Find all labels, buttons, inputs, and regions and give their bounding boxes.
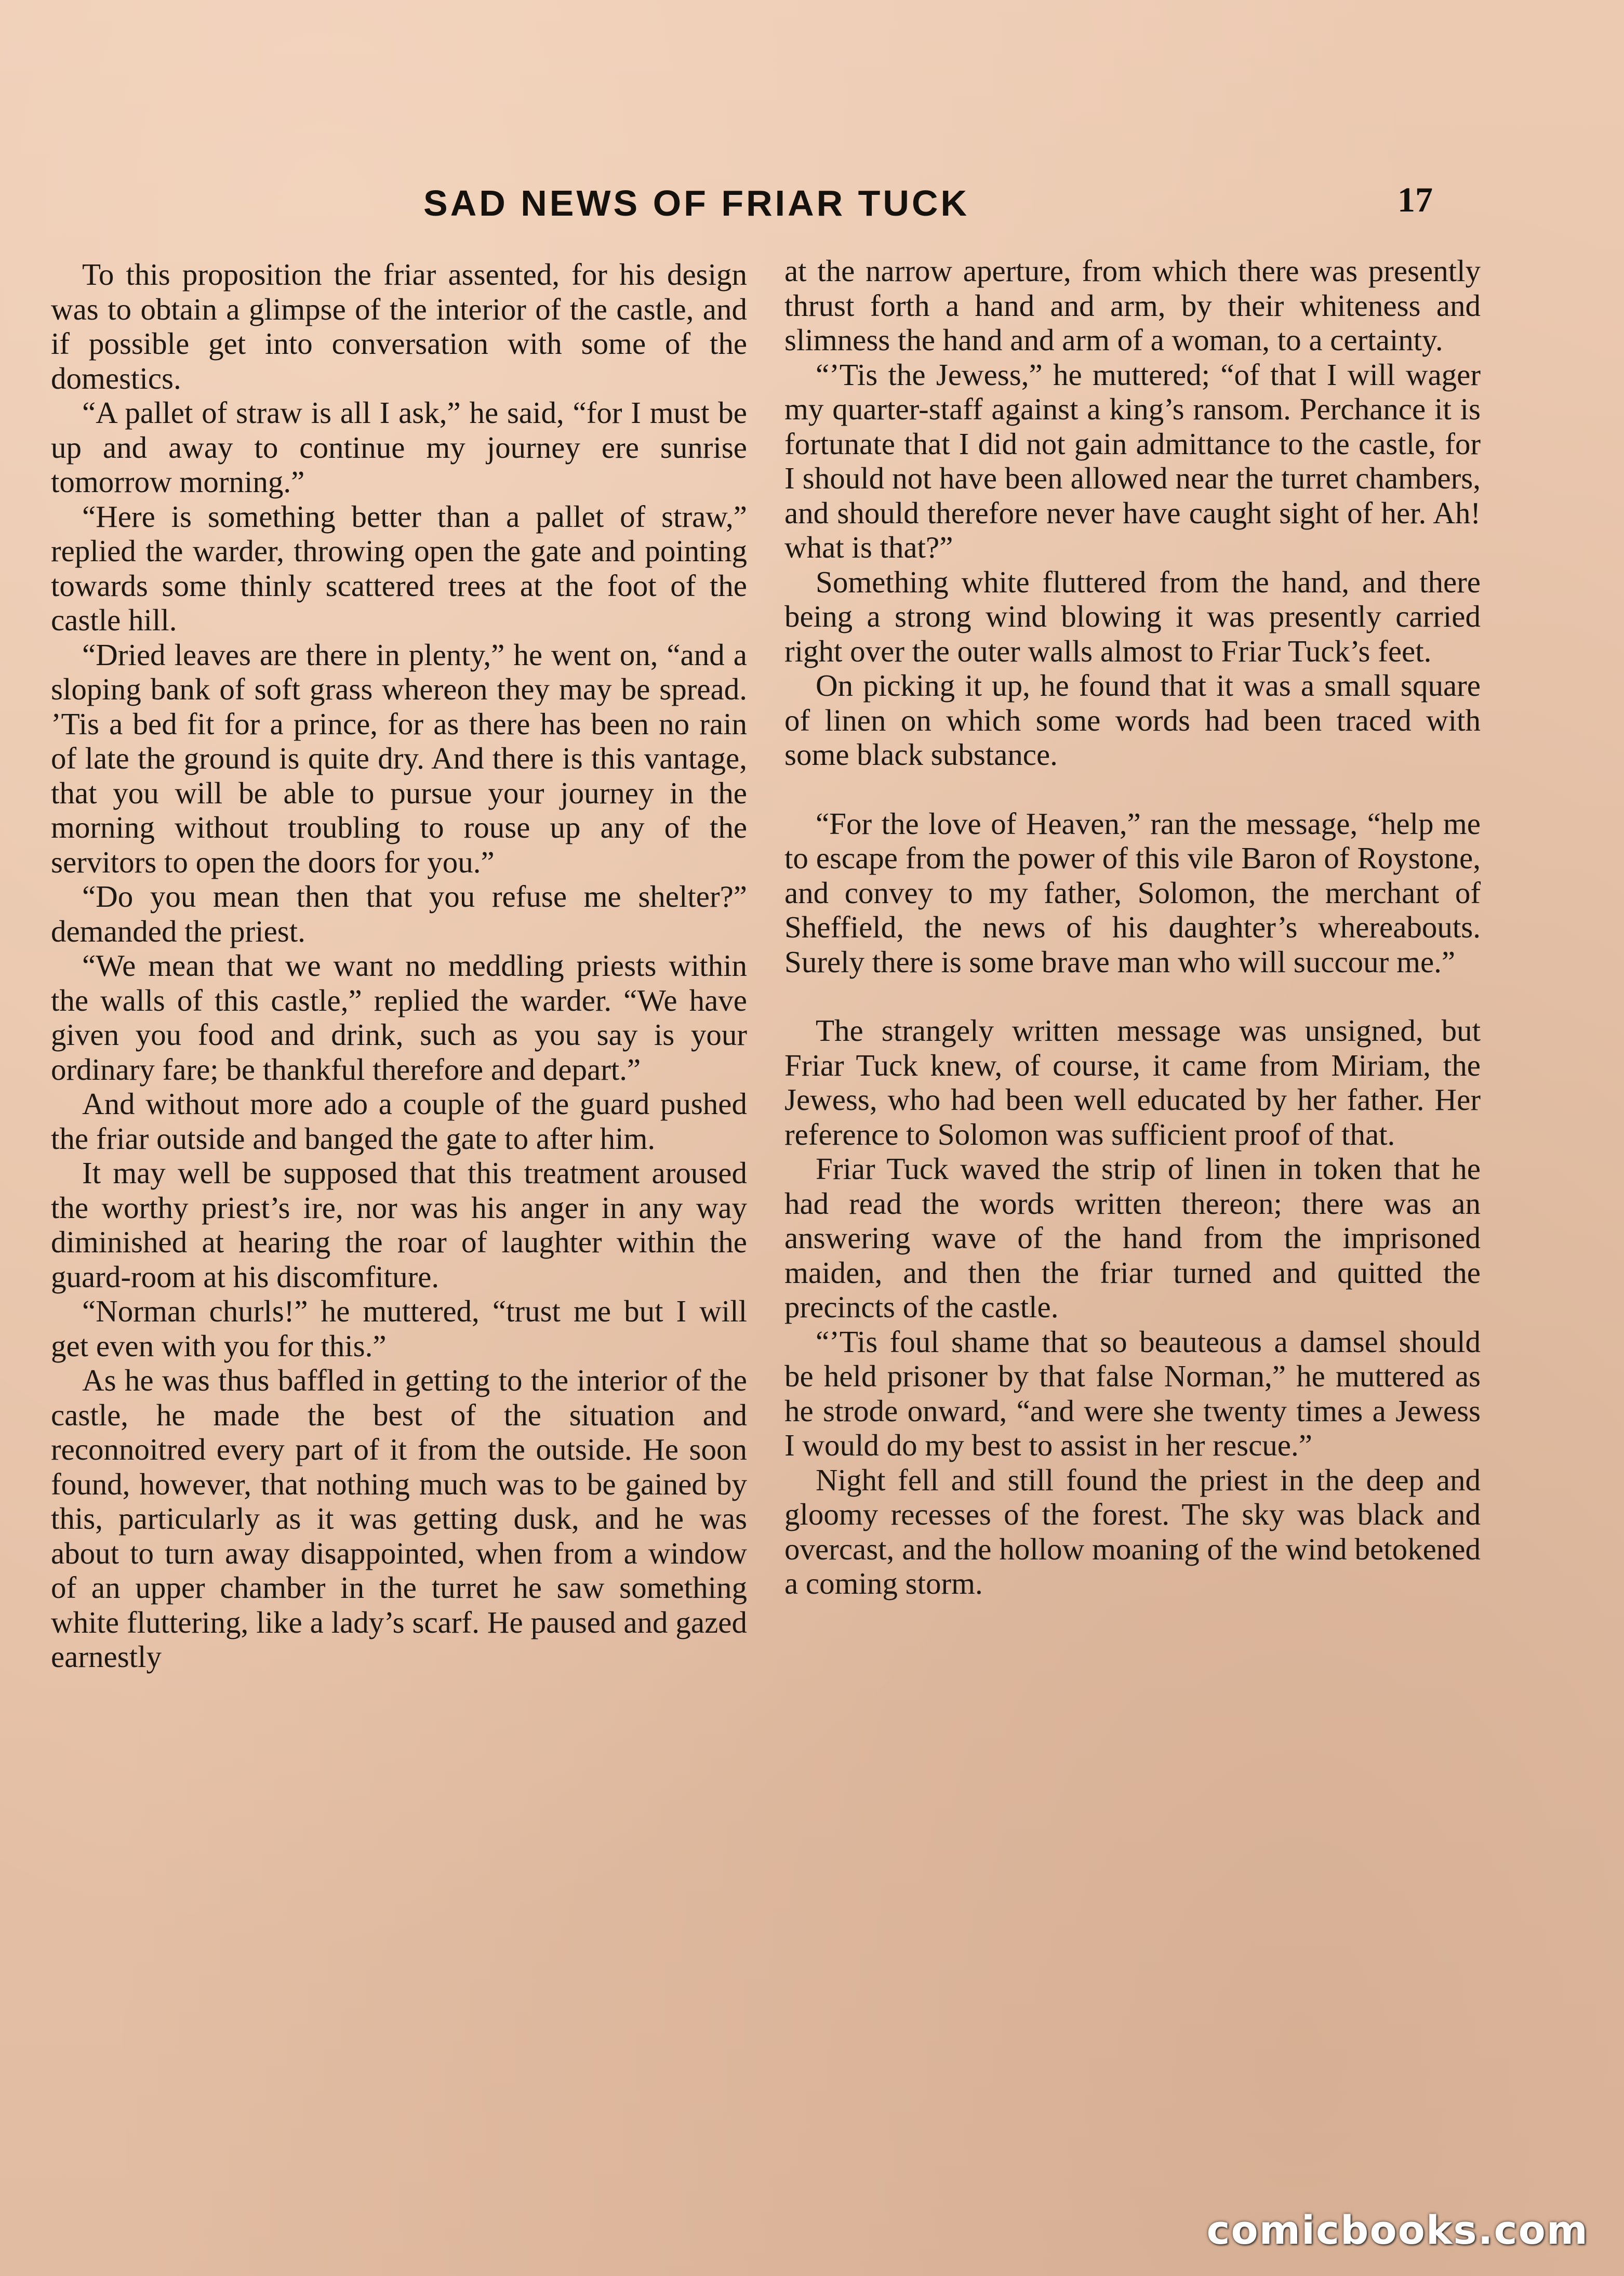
paragraph: It may well be supposed that this treatment aroused the worthy priest’s ire, nor was his anger in any way diminished at hearing the roar of laughter within the guard-room at his discomfiture. xyxy=(51,1156,747,1294)
quoted-message: “For the love of Heaven,” ran the message, “help me to escape from the power of this vile Baron of Roystone, and convey to my father, Solomon, the merchant of Sheffield, the news of his daughter’s whereabouts. Surely there is some brave man who will succour me.” xyxy=(784,806,1481,979)
paragraph: “Here is something better than a pallet of straw,” replied the warder, throwing open the gate and pointing towards some thinly scattered trees at the foot of the castle hill. xyxy=(51,499,747,637)
paragraph: “’Tis foul shame that so beauteous a damsel should be held prisoner by that false Norman,” he muttered as he strode onward, “and were she twenty times a Jewess I would do my best to assist in her rescue.” xyxy=(784,1324,1481,1462)
paragraph: “We mean that we want no meddling priests within the walls of this castle,” replied the warder. “We have given you food and drink, such as you say is your ordinary fare; be thankful therefore and depart.” xyxy=(51,948,747,1087)
left-column xyxy=(51,257,747,1674)
paragraph: “’Tis the Jewess,” he muttered; “of that I will wager my quarter-staff against a king’s ransom. Perchance it is fortunate that I did not gain admittance to the castle, for I should not have been allowed near the turret chambers, and should therefore never have caught sight of her. Ah! what is that?” xyxy=(784,357,1481,564)
paragraph: “Do you mean then that you refuse me shelter?” demanded the priest. xyxy=(51,879,747,948)
paragraph: As he was thus baffled in getting to the interior of the castle, he made the best of the situation and reconnoitred every part of it from the outside. He soon found, however, that nothing much was to be gained by this, particularly as it was getting dusk, and he was about to turn away disappointed, when from a window of an upper chamber in the turret he saw something white fluttering, like a lady’s scarf. He paused and gazed earnestly xyxy=(51,1363,747,1674)
paragraph: “A pallet of straw is all I ask,” he said, “for I must be up and away to continue my journey ere sunrise tomorrow morning.” xyxy=(51,395,747,499)
paragraph: The strangely written message was unsigned, but Friar Tuck knew, of course, it came from Miriam, the Jewess, who had been well educated by her father. Her reference to Solomon was sufficient proof of that. xyxy=(784,1013,1481,1152)
right-column xyxy=(784,254,1481,1601)
page-header xyxy=(0,179,1624,236)
paragraph: Night fell and still found the priest in the deep and gloomy recesses of the forest. The sky was black and overcast, and the hollow moaning of the wind betokened a coming storm. xyxy=(784,1462,1481,1600)
paragraph: at the narrow aperture, from which there was presently thrust forth a hand and arm, by their whiteness and slimness the hand and arm of a woman, to a certainty. xyxy=(784,254,1481,357)
paragraph: Friar Tuck waved the strip of linen in token that he had read the words written thereon; there was an answering wave of the hand from the imprisoned maiden, and then the friar turned and quitted the precincts of the castle. xyxy=(784,1152,1481,1324)
paragraph: And without more ado a couple of the guard pushed the friar outside and banged the gate to after him. xyxy=(51,1087,747,1156)
paragraph: On picking it up, he found that it was a small square of linen on which some words had been traced with some black substance. xyxy=(784,668,1481,772)
site-watermark: comicbooks.com xyxy=(1206,2207,1589,2253)
page-number: 17 xyxy=(1397,180,1433,219)
paragraph: “Dried leaves are there in plenty,” he went on, “and a sloping bank of soft grass whereon they may be spread. ’Tis a bed fit for a prince, for as there has been no rain of late the ground is quite dry. And there is this vantage, that you will be able to pursue your journey in the morning without troubling to rouse up any of the servitors to open the doors for you.” xyxy=(51,637,747,879)
paragraph: “Norman churls!” he muttered, “trust me but I will get even with you for this.” xyxy=(51,1294,747,1363)
paragraph: To this proposition the friar assented, for his design was to obtain a glimpse of the interior of the castle, and if possible get into conversation with some of the domestics. xyxy=(51,257,747,395)
paragraph: Something white fluttered from the hand, and there being a strong wind blowing it was presently carried right over the outer walls almost to Friar Tuck’s feet. xyxy=(784,564,1481,668)
running-title: SAD NEWS OF FRIAR TUCK xyxy=(423,183,970,223)
